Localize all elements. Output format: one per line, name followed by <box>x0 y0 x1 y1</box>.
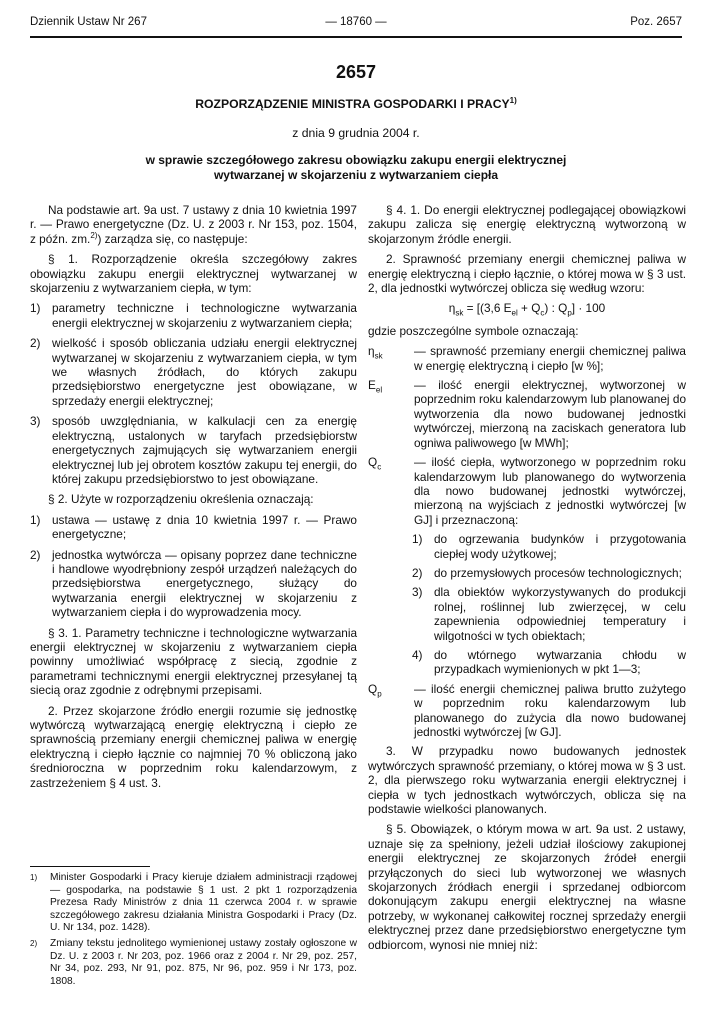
paragraph-4-3: 3. W przypadku nowo budowanych jednostek wytwórczych sprawność przemiany, o której mowa w § 3 ust. 2, dla pierwszego roku wytwarzania energii elektrycznej i ciepła w tych jednostkach wytwórczych, oblicza się na podstawie wielkości planowanych. <box>368 744 686 817</box>
symbol-sub: c <box>377 462 382 472</box>
footnote-ref-2: 2) <box>90 230 98 240</box>
journal-name: Dziennik Ustaw Nr 267 <box>30 16 147 28</box>
item-text: dla obiektów wykorzystywanych do produkcji rolnej, roślinnej lub zwierzęcej, w celu zapewnienia odpowiedniej temperatury i wilgotności w tych obiektach; <box>434 585 686 643</box>
preamble <box>30 203 357 246</box>
item-number: 1) <box>412 532 423 547</box>
list-item <box>412 648 686 677</box>
footnote <box>30 872 357 935</box>
list-item <box>30 513 357 542</box>
formula-sub: p <box>567 308 572 318</box>
symbol: Q <box>368 455 378 470</box>
item-number: 2) <box>412 565 423 580</box>
symbol: η <box>368 344 375 359</box>
paragraph-3-1: § 3. 1. Parametry techniczne i technologiczne wytwarzania energii elektrycznej w skojarzeniu z wytwarzaniem ciepła powinny umożliwiać współpracę z siecią, zgodnie z parametrami technicznymi energii elektrycznej przesyłanej tą siecią oraz zgodnie z odrębnymi przepisami. <box>30 625 357 698</box>
preamble-text: Na podstawie art. 9a ust. 7 ustawy z dnia 10 kwietnia 1997 r. — Prawo energetyczne (Dz. U. z 2003 r. Nr 153, poz. 1504, z późn. zm. <box>30 203 357 246</box>
formula-part: = [(3,6 E <box>463 301 512 316</box>
symbol-sub: sk <box>374 351 383 361</box>
item-number: 1) <box>30 512 41 527</box>
footnote-mark: 1) <box>30 873 38 882</box>
formula-part: ] · 100 <box>571 301 606 316</box>
symbol-definition <box>368 455 686 527</box>
act-subject <box>90 153 622 183</box>
list-item <box>412 585 686 643</box>
item-text: jednostka wytwórcza — opisany poprzez dane techniczne i handlowe wyodrębniony zespół urządzeń należących do przedsiębiorstwa energetycznego, służący do wytwarzania energii elektrycznej w skojarzeniu z wytwarzaniem ciepła i do wyprowadzenia mocy. <box>52 547 357 620</box>
symbol-text: — sprawność przemiany energii chemicznej paliwa w energię elektryczną i ciepło [w %]; <box>414 344 686 373</box>
item-text: do przemysłowych procesów technologicznych; <box>434 565 682 580</box>
formula-part: η <box>448 301 456 316</box>
item-number: 1) <box>30 301 41 316</box>
formula-part: ) : Q <box>544 301 568 316</box>
symbol-definition <box>368 378 686 450</box>
symbol: Q <box>368 681 378 696</box>
paragraph-5: § 5. Obowiązek, o którym mowa w art. 9a ust. 2 ustawy, uznaje się za spełniony, jeżeli udział ilościowy zakupionej energii elektrycznej ze skojarzonych źródeł energii przyłączonych do sieci lub wytworzonej we własnych skojarzonych źródłach energii i sprzedanej odbiorcom dokonującym zakupu energii elektrycznej na własne potrzeby, w wykonanej całkowitej rocznej sprzedaży energii elektrycznej przez dane przedsiębiorstwo energetyczne tym odbiorcom, wynosi nie mniej niż: <box>368 822 686 952</box>
symbol-text: — ilość energii chemicznej paliwa brutto zużytego w poprzednim roku kalendarzowym lub planowanego do zużycia dla nowo budowanej jednostki wytwórczej [w GJ]. <box>414 681 686 739</box>
item-text: parametry techniczne i technologiczne wytwarzania energii elektrycznej w skojarzeniu z wytwarzaniem ciepła; <box>52 301 357 330</box>
right-column <box>368 203 686 958</box>
act-subject-line: w sprawie szczegółowego zakresu obowiązku zakupu energii elektrycznej <box>145 153 567 167</box>
item-number: 2) <box>30 547 41 562</box>
running-header <box>30 16 682 38</box>
page-number: — 18760 — <box>325 16 387 28</box>
item-text: wielkość i sposób obliczania udziału energii elektrycznej wytwarzanej w skojarzeniu z wytwarzaniem ciepła, w tym we własnych źródłach, do których zakupu przedsiębiorstwo energetyczne jest obowiązane, w sprzedaży energii elektrycznej; <box>52 336 357 408</box>
symbol-text: — ilość ciepła, wytworzonego w poprzednim roku kalendarzowym lub planowanego do wytworzenia dla nowo budowanej jednostki wytwórczej, mierzoną na wyjściach z jednostki wytwórczej [w GJ] i przeznaczoną: <box>414 455 686 527</box>
footnote-rule <box>30 866 150 867</box>
footnote-mark: 2) <box>30 938 38 948</box>
list-item <box>30 414 357 486</box>
footnote-text: Minister Gospodarki i Pracy kieruje działem administracji rządowej — gospodarka, na podstawie § 1 ust. 2 pkt 1 rozporządzenia Prezesa Rady Ministrów z dnia 11 czerwca 2004 r. w sprawie szczegółowego zakresu działania Ministra Gospodarki i Pracy (Dz. U. Nr 134, poz. 1428). <box>50 872 357 934</box>
item-text: do ogrzewania budynków i przygotowania ciepłej wody użytkowej; <box>434 532 686 561</box>
formula-sub: el <box>511 308 518 318</box>
list-item <box>30 336 357 408</box>
act-subject-line: wytwarzanej w skojarzeniu z wytwarzaniem ciepła <box>213 168 499 182</box>
position-number: Poz. 2657 <box>630 16 682 28</box>
left-column <box>30 203 357 796</box>
item-number: 3) <box>412 585 423 600</box>
formula-sub: sk <box>455 308 464 318</box>
item-number: 4) <box>412 647 423 662</box>
paragraph-4-1: § 4. 1. Do energii elektrycznej podlegającej obowiązkowi zakupu zalicza się energię elektryczną wytworzoną w skojarzonym źródle energii. <box>368 203 686 246</box>
act-title-text: ROZPORZĄDZENIE MINISTRA GOSPODARKI I PRACY <box>195 97 510 111</box>
item-text: ustawa — ustawę z dnia 10 kwietnia 1997 r. — Prawo energetyczne; <box>52 512 357 542</box>
efficiency-formula <box>368 301 686 318</box>
symbol-sub: p <box>377 689 382 699</box>
item-text: do wtórnego wytwarzania chłodu w przypadkach wymienionych w pkt 1—3; <box>434 647 686 677</box>
header-rule <box>30 36 682 38</box>
footnote-text: Zmiany tekstu jednolitego wymienionej ustawy zostały ogłoszone w Dz. U. z 2003 r. Nr 203, poz. 1966 oraz z 2004 r. Nr 29, poz. 257, Nr 34, poz. 293, Nr 91, poz. 875, Nr 96, poz. 959 i Nr 173, poz. 1808. <box>50 937 357 987</box>
paragraph-4-2: 2. Sprawność przemiany energii chemicznej paliwa w energię elektryczną i ciepło łącznie, o której mowa w § 3 ust. 2, dla jednostki wytwórczej oblicza się według wzoru: <box>368 252 686 296</box>
footnote <box>30 938 357 988</box>
symbol-definition <box>368 344 686 373</box>
footnote-ref-1: 1) <box>509 95 517 105</box>
item-number: 2) <box>30 336 41 351</box>
list-item <box>30 548 357 620</box>
symbol-text: — ilość energii elektrycznej, wytworzonej w poprzednim roku kalendarzowym lub planowanej do wytworzenia dla nowo budowanej jednostki wytwórczej, mierzoną na zaciskach generatora lub ogniwa paliwowego [w MWh]; <box>414 378 686 450</box>
item-text: sposób uwzględniania, w kalkulacji cen za energię elektryczną, ustalonych w taryfach przedsiębiorstw energetycznych zajmujących się wytwarzaniem energii elektrycznej lub jej obrotem kosztów zakupu tej energii, do której zakupu przedsiębiorstwo to jest obowiązane. <box>52 414 357 486</box>
formula-sub: c <box>540 308 545 318</box>
formula-part: + Q <box>517 301 541 316</box>
symbol: E <box>368 378 376 393</box>
footnotes <box>30 872 357 991</box>
act-date: z dnia 9 grudnia 2004 r. <box>292 126 420 140</box>
act-number: 2657 <box>335 62 377 82</box>
symbol-sub: el <box>375 385 383 395</box>
list-item <box>30 301 357 330</box>
preamble-text: ) zarządza się, co następuje: <box>97 231 248 246</box>
list-item <box>412 532 686 561</box>
act-title <box>0 97 712 111</box>
symbol-definition <box>368 682 686 740</box>
symbols-intro: gdzie poszczególne symbole oznaczają: <box>368 323 579 338</box>
item-number: 3) <box>30 414 41 429</box>
paragraph-2: § 2. Użyte w rozporządzeniu określenia oznaczają: <box>48 492 314 507</box>
paragraph-1: § 1. Rozporządzenie określa szczegółowy zakres obowiązku zakupu energii elektrycznej wytwarzanej w skojarzeniu z wytwarzaniem ciepła, w tym: <box>30 252 357 296</box>
paragraph-3-2: 2. Przez skojarzone źródło energii rozumie się jednostkę wytwórczą wytwarzającą energię elektryczną i ciepło ze sprawnością przemiany energii chemicznej paliwa w energię elektryczną i ciepło łącznie co najmniej 70 % obliczoną jako średnioroczna w poprzednim roku kalendarzowym, z zastrzeżeniem § 4 ust. 3. <box>30 703 357 790</box>
list-item <box>412 566 686 580</box>
